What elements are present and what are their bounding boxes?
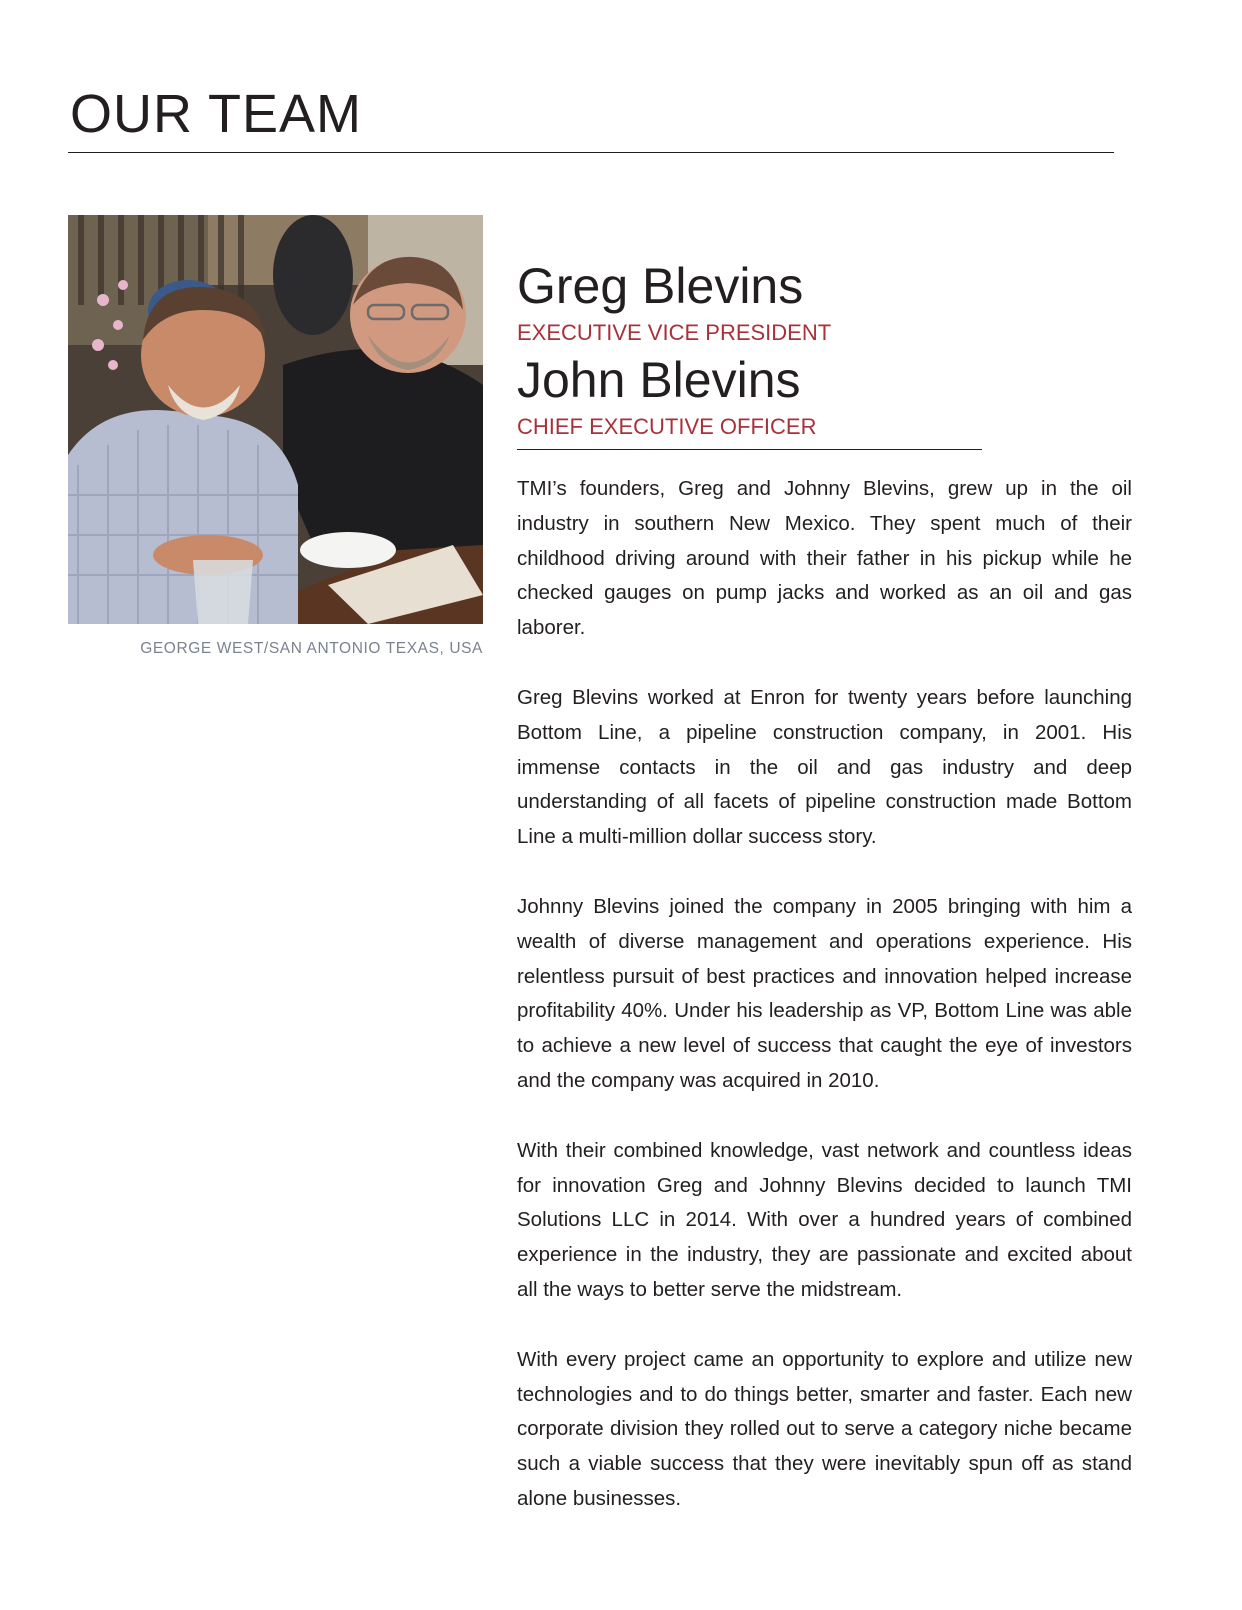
bio-paragraph: Greg Blevins worked at Enron for twenty years before launching Bottom Line, a pipeline construction company, in 2001. His immense contacts in the oil and gas industry and deep understanding of all facets of pipeline construction made Bottom Line a multi-million dollar success story. [517,685,1132,849]
bio-paragraph: TMI’s founders, Greg and Johnny Blevins, grew up in the oil industry in southern New Mexico. They spent much of their childhood driving around with their father in his pickup while he checked gauges on pump jacks and worked as an oil and gas laborer. [517,477,1132,640]
title-divider [68,152,1114,153]
photo-caption: GEORGE WEST/SAN ANTONIO TEXAS, USA [140,640,483,657]
page-title: OUR TEAM [70,84,363,144]
bio-paragraph: Johnny Blevins joined the company in 2005 bringing with him a wealth of diverse management and operations experience. His relentless pursuit of best practices and innovation helped increase profitability 40%. Under his leadership as VP, Bottom Line was able to achieve a new level of success that caught the eye of investors and the company was acquired in 2010. [517,894,1132,1092]
bio-text [517,472,1132,1552]
names-divider [517,449,982,450]
bio-paragraph: With every project came an opportunity to explore and utilize new technologies and to do things better, smarter and faster. Each new corporate division they rolled out to serve a category niche became such a viable success that they were inevitably spun off as stand alone businesses. [517,1347,1132,1510]
team-names [517,256,987,446]
team-photo [68,215,483,624]
person-name: Greg Blevins [517,258,804,314]
person-role: EXECUTIVE VICE PRESIDENT [517,320,832,345]
person-role: CHIEF EXECUTIVE OFFICER [517,414,817,439]
person-name: John Blevins [517,352,801,408]
bio-paragraph: With their combined knowledge, vast network and countless ideas for innovation Greg and Johnny Blevins decided to launch TMI Solutions LLC in 2014. With over a hundred years of combined experience in the industry, they are passionate and excited about all the ways to better serve the midstream. [517,1138,1132,1301]
